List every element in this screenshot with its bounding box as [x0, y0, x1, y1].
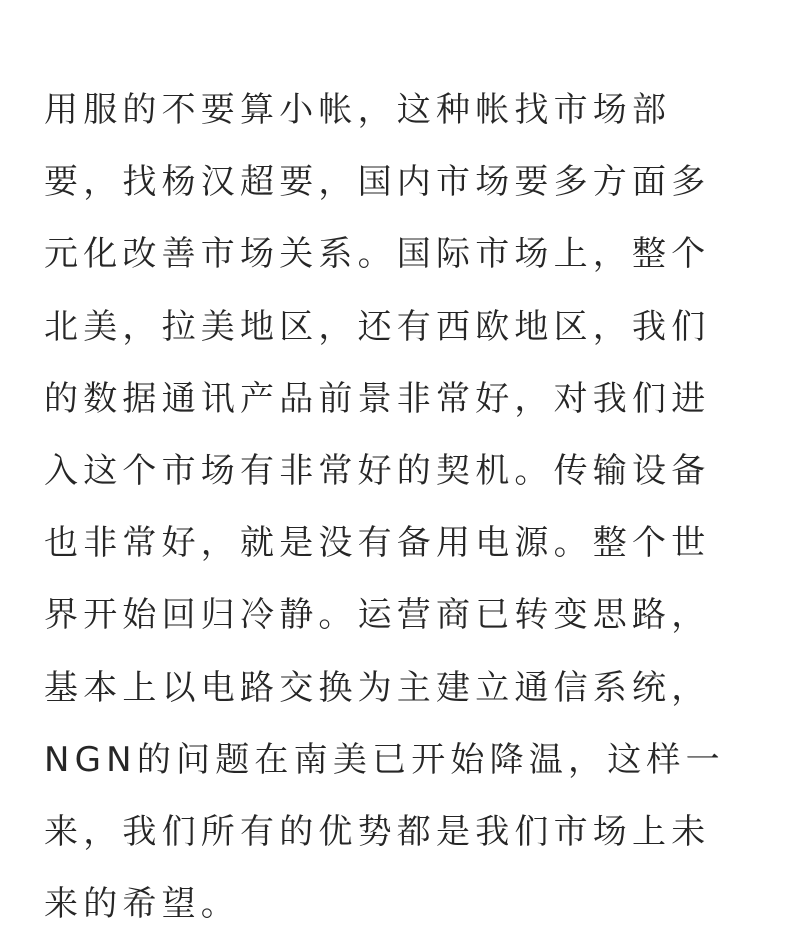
text-line: 要，找杨汉超要，国内市场要多方面多	[44, 162, 711, 203]
text-line: 来的希望。	[44, 884, 240, 925]
article-paragraph	[44, 74, 760, 940]
text-line: 基本上以电路交换为主建立通信系统，	[44, 667, 711, 708]
text-line: 来，我们所有的优势都是我们市场上未	[44, 811, 711, 852]
text-line: 元化改善市场关系。国际市场上，整个	[44, 234, 711, 275]
text-line: 界开始回归冷静。运营商已转变思路，	[44, 595, 711, 636]
text-line: 北美，拉美地区，还有西欧地区，我们	[44, 306, 711, 347]
text-line: 也非常好，就是没有备用电源。整个世	[44, 523, 711, 564]
text-line: 的数据通讯产品前景非常好，对我们进	[44, 378, 711, 419]
text-line: 入这个市场有非常好的契机。传输设备	[44, 450, 711, 491]
text-line: 用服的不要算小帐，这种帐找市场部	[44, 90, 672, 130]
text-line: NGN的问题在南美已开始降温，这样一	[44, 739, 725, 780]
